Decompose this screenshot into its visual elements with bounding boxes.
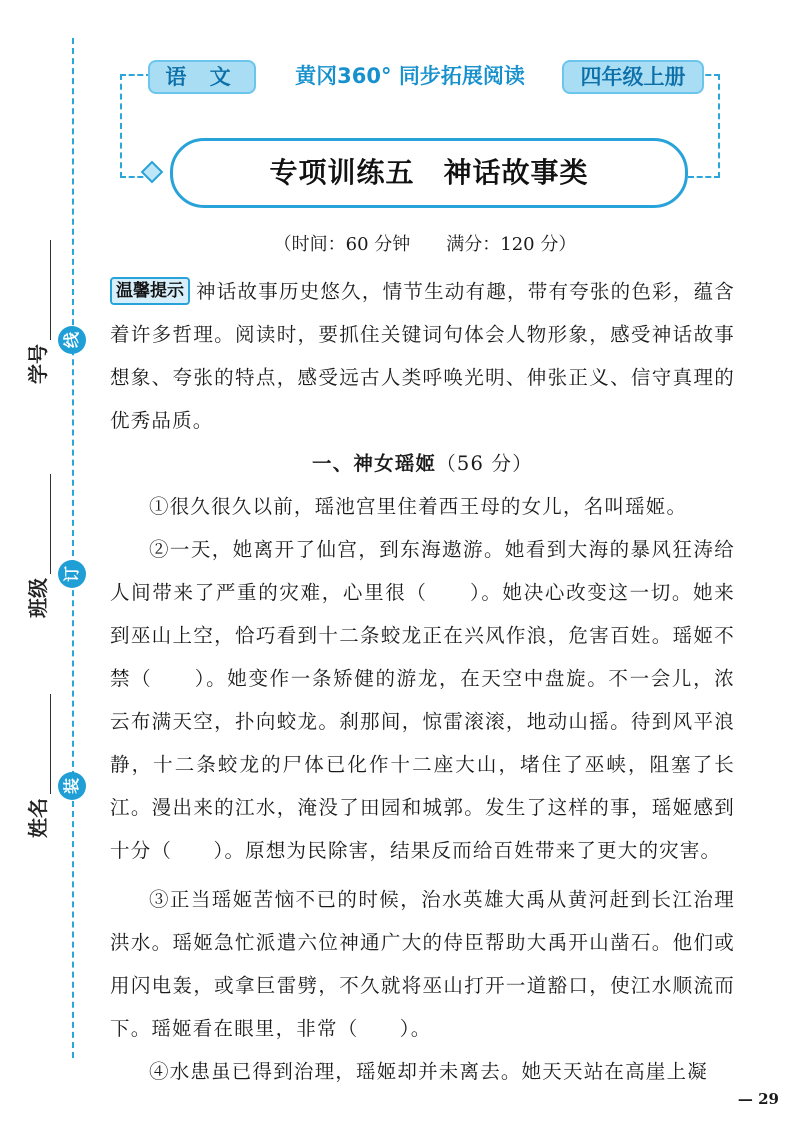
name-label: 姓名 [26,798,50,838]
subject-badge: 语 文 [148,60,256,94]
page-title: 专项训练五 神话故事类 [170,138,688,208]
class-label: 班级 [26,578,50,618]
time-and-score: （时间：60 分钟 满分：120 分） [273,234,577,255]
binding-mark-staple: 订 [58,560,86,588]
grade-badge: 四年级上册 [562,60,704,94]
series-title: 黄冈360° 同步拓展阅读 [295,64,525,88]
paragraph-3: ③正当瑶姬苦恼不已的时候，治水英雄大禹从黄河赶到长江治理洪水。瑶姬急忙派遣六位神通广大的侍臣帮助大禹开山凿石。他们或用闪电轰，或拿巨雷劈，不久就将巫山打开一道豁口，使江水顺流而下。瑶姬看在眼里，非常（ ）。 [110,888,735,1040]
main-content [110,270,735,1093]
header-dashed-bracket-left [120,74,152,178]
section-title: 一、神女瑶姬 [312,452,437,475]
page-number: — 29 [737,1090,779,1108]
student-number-label: 学号 [26,344,50,384]
paragraph-1: ①很久很久以前，瑶池宫里住着西王母的女儿，名叫瑶姬。 [149,495,688,518]
student-number-blank [28,240,51,340]
tip-text: 神话故事历史悠久，情节生动有趣，带有夸张的色彩，蕴含着许多哲理。阅读时，要抓住关键词句体会人物形象，感受神话故事想象、夸张的特点，感受远古人类呼唤光明、伸张正义、信守真理的优秀品质。 [110,280,735,432]
class-blank [28,474,51,574]
name-blank [28,694,51,794]
paragraph-4: ④水患虽已得到治理，瑶姬却并未离去。她天天站在高崖上凝 [149,1060,708,1083]
binding-dashed-line [72,38,74,1058]
class-field [22,474,51,618]
binding-mark-line: 线 [58,326,86,354]
student-number-field [22,240,51,384]
tip-paragraph [110,270,735,442]
paragraph-2: ②一天，她离开了仙宫，到东海遨游。她看到大海的暴风狂涛给人间带来了严重的灾难，心里很（ ）。她决心改变这一切。她来到巫山上空，恰巧看到十二条蛟龙正在兴风作浪，危害百姓。瑶姬不禁（ ）。她变作一条矫健的游龙，在天空中盘旋。不一会儿，浓云布满天空，扑向蛟龙。刹那间，惊雷滚滚，地动山摇。待到风平浪静，十二条蛟龙的尸体已化作十二座大山，堵住了巫峡，阻塞了长江。漫出来的江水，淹没了田园和城郭。发生了这样的事，瑶姬感到十分（ ）。原想为民除害，结果反而给百姓带来了更大的灾害。 [110,538,735,862]
name-field [22,694,51,838]
section-score: （56 分） [436,452,533,475]
section-heading [110,442,735,485]
binding-mark-bind: 装 [58,772,86,800]
tip-badge: 温馨提示 [110,277,190,305]
